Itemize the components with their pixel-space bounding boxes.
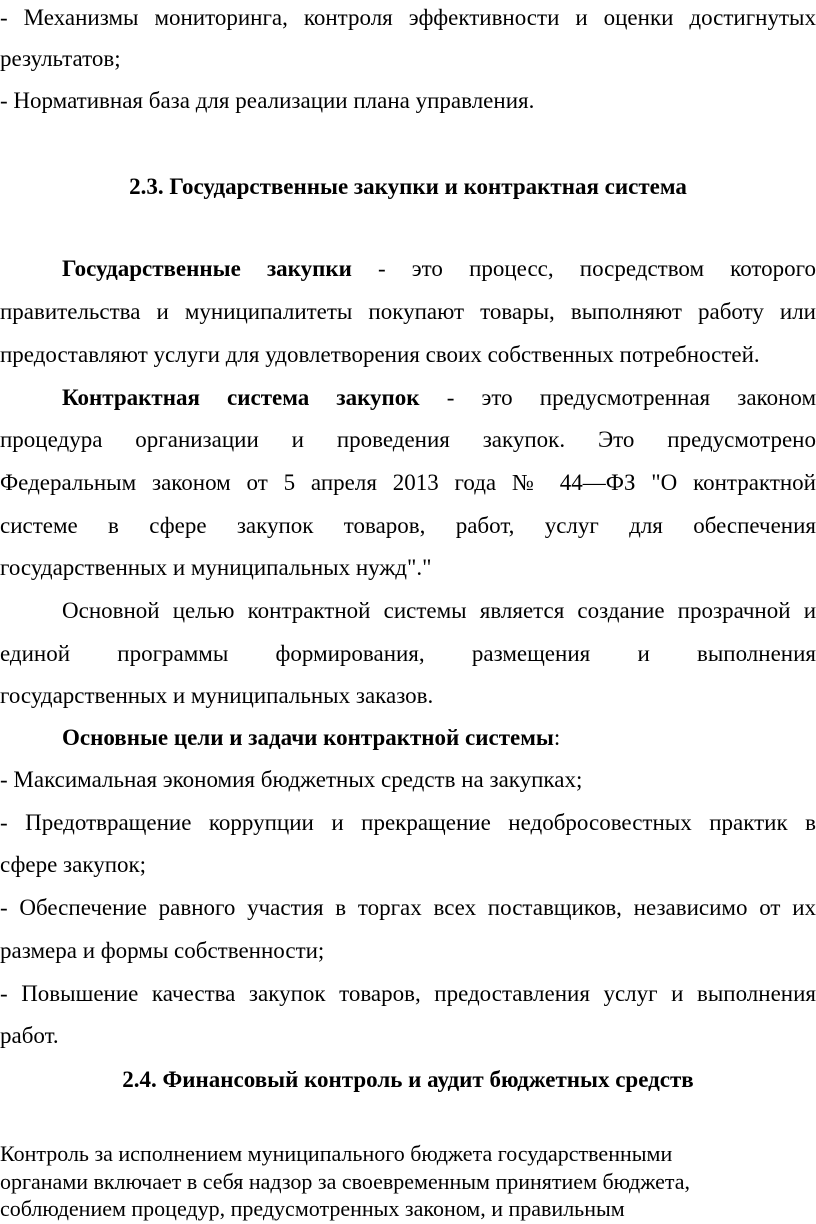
list-item-continuation: сфере закупок;	[0, 852, 147, 877]
paragraph-line: процедура организации и проведения закупок. Это предусмотрено	[0, 427, 816, 452]
list-item-continuation: работ.	[0, 1023, 59, 1048]
list-item-continuation: результатов;	[0, 46, 121, 71]
paragraph-line: Контроль за исполнением муниципального бюджета государственными	[0, 1141, 673, 1166]
paragraph-line: предоставляют услуги для удовлетворения своих собственных потребностей.	[0, 342, 760, 367]
paragraph-line: Федеральным законом от 5 апреля 2013 года № 44—ФЗ "О контрактной	[0, 470, 816, 495]
paragraph-line: правительства и муниципалитеты покупают товары, выполняют работу или	[0, 299, 816, 324]
paragraph-line: органами включает в себя надзор за своевременным принятием бюджета,	[0, 1169, 691, 1194]
subheading	[0, 723, 816, 753]
list-item: - Обеспечение равного участия в торгах всех поставщиков, независимо от их	[0, 895, 816, 920]
paragraph-line: Основной целью контрактной системы является создание прозрачной и	[62, 598, 816, 623]
subheading-colon: :	[553, 725, 561, 750]
list-item-continuation: размера и формы собственности;	[0, 938, 325, 963]
paragraph-line: государственных и муниципальных нужд"."	[0, 555, 432, 580]
paragraph-line: соблюдением процедур, предусмотренных законом, и правильным	[0, 1196, 625, 1221]
list-item: - Предотвращение коррупции и прекращение недобросовестных практик в	[0, 810, 816, 835]
section-heading: 2.4. Финансовый контроль и аудит бюджетных средств	[122, 1067, 694, 1092]
paragraph-line	[0, 254, 816, 284]
paragraph-line	[0, 383, 816, 413]
list-item: - Нормативная база для реализации плана управления.	[0, 88, 535, 113]
definition-text: - это предусмотренная законом	[419, 385, 816, 410]
term: Государственные закупки	[62, 256, 352, 281]
definition-text: - это процесс, посредством которого	[351, 256, 816, 281]
term: Контрактная система закупок	[62, 385, 420, 410]
section-heading: 2.3. Государственные закупки и контрактная система	[129, 174, 687, 199]
paragraph-line: единой программы формирования, размещения и выполнения	[0, 641, 816, 666]
paragraph-line: системе в сфере закупок товаров, работ, услуг для обеспечения	[0, 513, 816, 538]
list-item: - Механизмы мониторинга, контроля эффективности и оценки достигнутых	[0, 5, 816, 30]
subheading-text: Основные цели и задачи контрактной системы	[62, 725, 554, 750]
paragraph-line: государственных и муниципальных заказов.	[0, 683, 434, 708]
list-item: - Максимальная экономия бюджетных средств на закупках;	[0, 767, 583, 792]
list-item: - Повышение качества закупок товаров, предоставления услуг и выполнения	[0, 981, 816, 1006]
